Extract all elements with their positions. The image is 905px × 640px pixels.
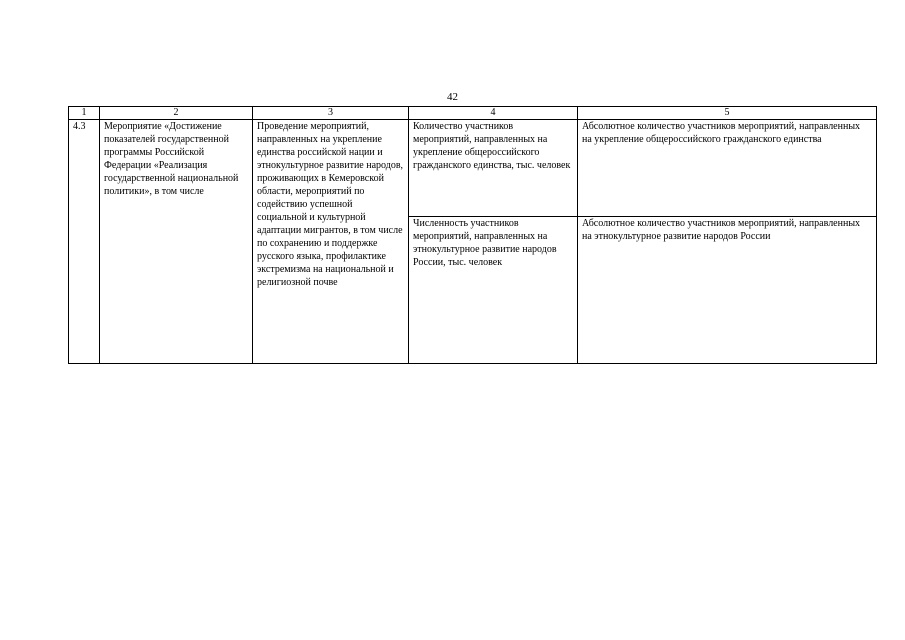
- indicator-description-cell: Абсолютное количество участников мероприятий, направленных на этнокультурное развитие народов России: [578, 217, 877, 364]
- header-cell: 5: [578, 107, 877, 120]
- measure-name-cell: Мероприятие «Достижение показателей государственной программы Российской Федерации «Реализация государственной национальной политики», в том числе: [100, 120, 253, 364]
- header-cell: 2: [100, 107, 253, 120]
- header-cell: 4: [409, 107, 578, 120]
- header-cell: 3: [253, 107, 409, 120]
- measure-description-cell: Проведение мероприятий, направленных на укрепление единства российской нации и этнокультурное развитие народов, проживающих в Кемеровской области, мероприятий по содействию успешной социальной и культурной адаптации мигрантов, в том числе по сохранению и поддержке русского языка, профилактике экстремизма на национальной и религиозной почве: [253, 120, 409, 364]
- table-header-row: [69, 107, 877, 120]
- table-row: [69, 120, 877, 217]
- header-cell: 1: [69, 107, 100, 120]
- measures-table: [68, 106, 877, 364]
- page-number: 42: [447, 91, 458, 103]
- row-number-cell: 4.3: [69, 120, 100, 364]
- indicator-description-cell: Абсолютное количество участников мероприятий, направленных на укрепление общероссийского гражданского единства: [578, 120, 877, 217]
- indicator-name-cell: Количество участников мероприятий, направленных на укрепление общероссийского гражданского единства, тыс. человек: [409, 120, 578, 217]
- indicator-name-cell: Численность участников мероприятий, направленных на этнокультурное развитие народов России, тыс. человек: [409, 217, 578, 364]
